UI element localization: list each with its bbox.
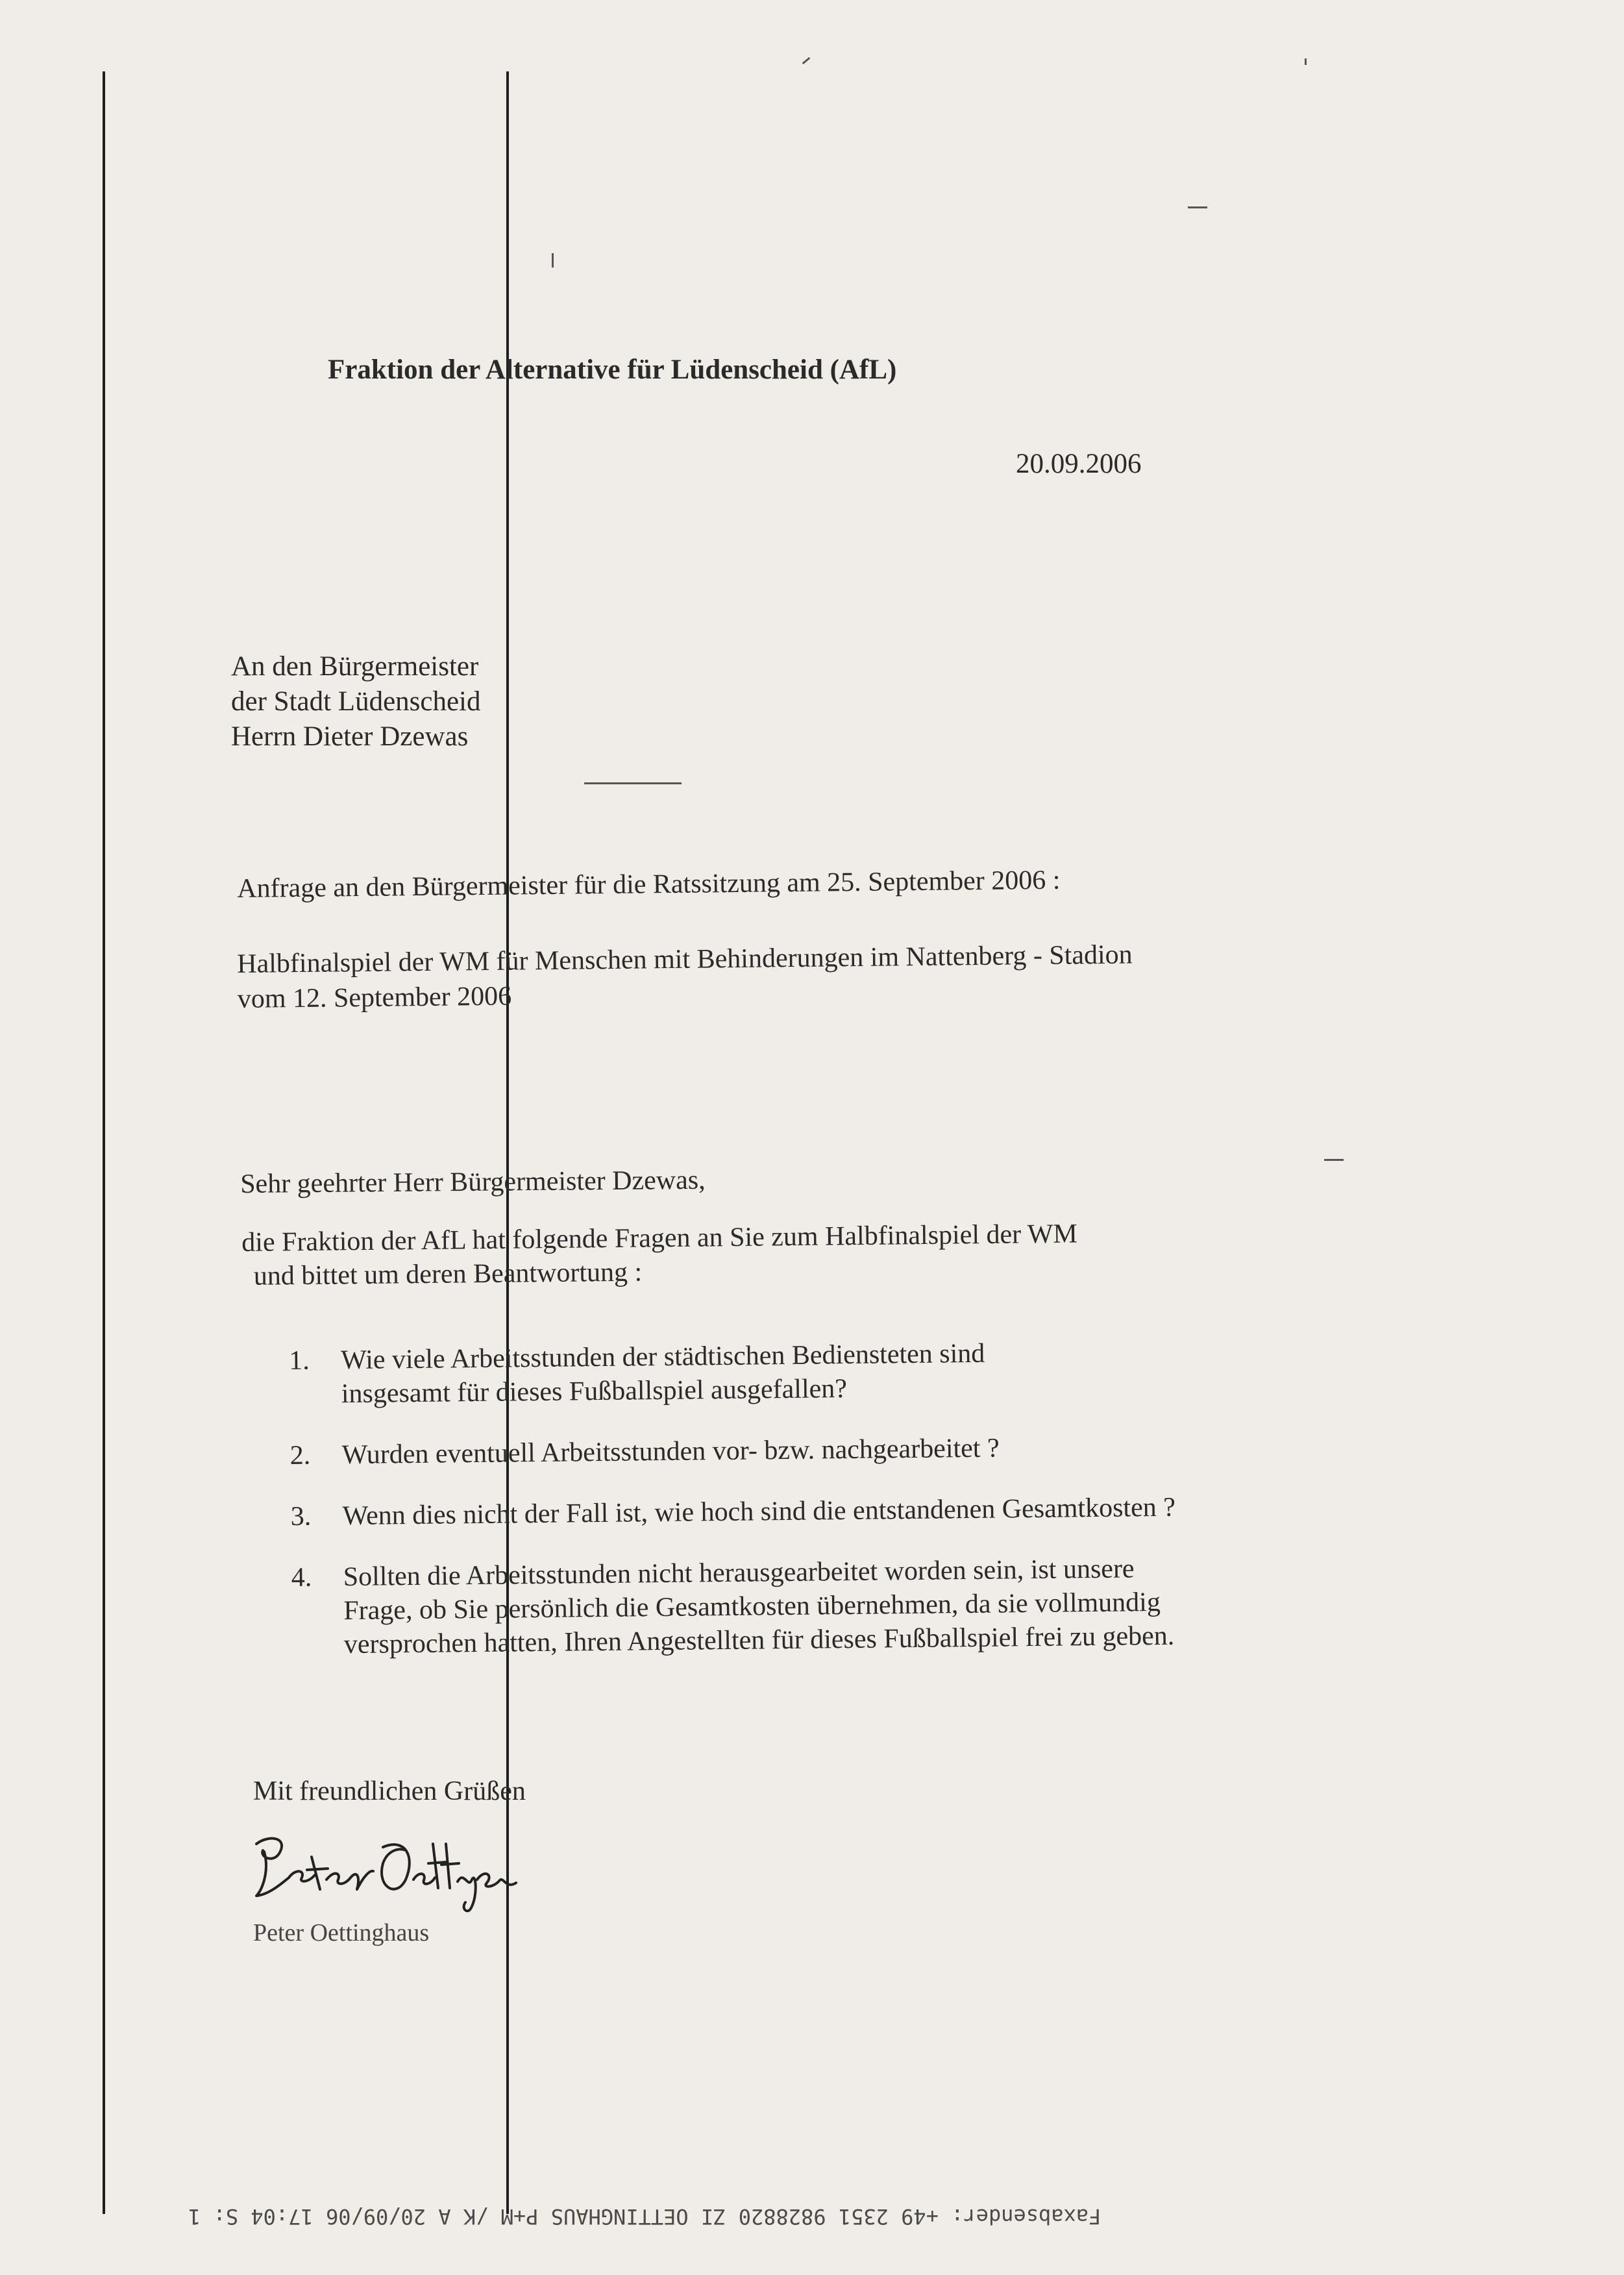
question-text: insgesamt für dieses Fußballspiel ausgefallen?: [341, 1374, 848, 1410]
question-number: 4.: [291, 1562, 312, 1593]
scan-speck: [1188, 206, 1207, 208]
question-number: 3.: [290, 1501, 312, 1532]
question-text: Frage, ob Sie persönlich die Gesamtkosten übernehmen, da sie vollmundig: [343, 1587, 1161, 1626]
intro-line: und bittet um deren Beantwortung :: [253, 1257, 643, 1291]
letter-date: 20.09.2006: [1016, 449, 1142, 479]
question-item: [291, 1552, 1177, 1662]
intro-line: die Fraktion der AfL hat folgende Fragen an Sie zum Halbfinalspiel der WM: [241, 1219, 1078, 1258]
topic: [237, 938, 1133, 1017]
recipient-line: der Stadt Lüdenscheid: [231, 686, 481, 717]
question-item: [291, 1491, 1176, 1534]
question-list: [289, 1335, 1177, 1689]
question-text: Wie viele Arbeitsstunden der städtischen Bediensteten sind: [341, 1338, 985, 1376]
question-text: Wenn dies nicht der Fall ist, wie hoch sind die entstandenen Gesamtkosten ?: [342, 1492, 1176, 1532]
question-number: 1.: [289, 1345, 310, 1376]
scan-speck: [802, 57, 811, 64]
intro-paragraph: [241, 1217, 1078, 1293]
fax-scan-line-left: [103, 71, 105, 2214]
closing-greeting: Mit freundlichen Grüßen: [253, 1776, 526, 1806]
scan-speck: [584, 782, 682, 784]
fax-transmission-header: Faxabsender: +49 2351 9828820 ZI OETTINGHAUS P+M /K A 20/09/06 17:04 S: 1: [188, 2204, 1101, 2229]
handwritten-signature: [243, 1818, 529, 1915]
question-item: [289, 1335, 1174, 1411]
question-number: 2.: [289, 1440, 311, 1471]
question-item: [290, 1430, 1175, 1473]
topic-line: vom 12. September 2006: [237, 981, 512, 1014]
question-text: Sollten die Arbeitsstunden nicht herausgearbeitet worden sein, ist unsere: [343, 1554, 1135, 1593]
recipient-line: Herrn Dieter Dzewas: [231, 721, 469, 752]
recipient-address: [231, 649, 481, 754]
scan-speck: [1324, 1159, 1344, 1161]
subject-line: Anfrage an den Bürgermeister für die Ratssitzung am 25. September 2006 :: [237, 865, 1061, 904]
question-text: Wurden eventuell Arbeitsstunden vor- bzw. nachgearbeitet ?: [341, 1433, 1000, 1471]
recipient-line: An den Bürgermeister: [231, 651, 479, 682]
scan-speck: [1305, 58, 1307, 65]
letterhead-title: Fraktion der Alternative für Lüdenscheid (AfL): [328, 354, 897, 385]
salutation: Sehr geehrter Herr Bürgermeister Dzewas,: [240, 1165, 706, 1199]
question-text: versprochen hatten, Ihren Angestellten für dieses Fußballspiel frei zu geben.: [343, 1621, 1175, 1660]
scan-speck: [552, 253, 554, 267]
topic-line: Halbfinalspiel der WM für Menschen mit Behinderungen im Nattenberg - Stadion: [237, 939, 1133, 979]
signer-name: Peter Oettinghaus: [253, 1919, 430, 1946]
